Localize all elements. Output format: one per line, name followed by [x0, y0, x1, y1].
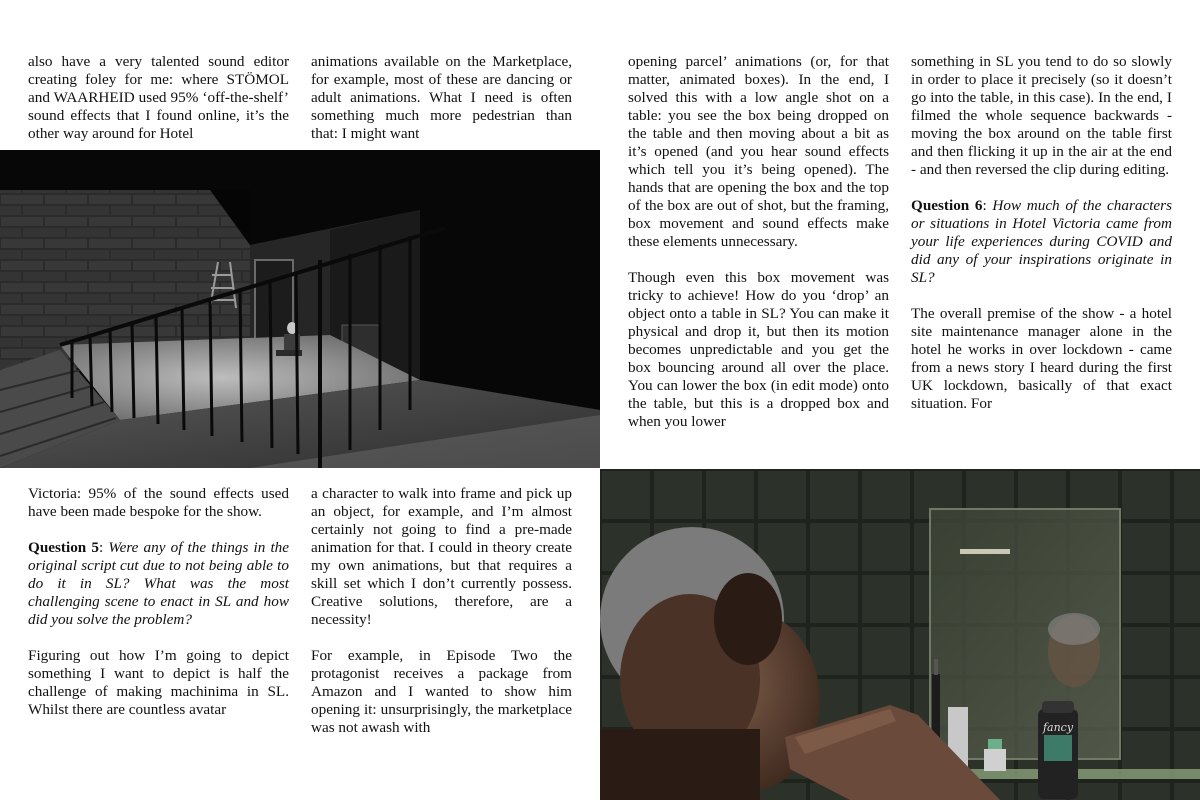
text-column-4: [911, 53, 1172, 413]
text-column-5: [28, 485, 289, 719]
stairwell-image: [0, 150, 600, 468]
paragraph: Though even this box movement was tricky to achieve! How do you ‘drop’ an object onto a table in SL? You can make it physical and drop it, but then its motion becomes unpredictable and you get the box bouncing around all over the place. You can lower the box (in edit mode) onto the table, but this is a dropped box and when you lower: [628, 269, 889, 430]
bathroom-mirror-image: [600, 469, 1200, 800]
question-separator: :: [982, 197, 993, 214]
paragraph: Figuring out how I’m going to depict something I want to depict is half the challenge of making machinima in SL. Whilst there are countless avatar: [28, 647, 289, 718]
paragraph: Victoria: 95% of the sound effects used have been made bespoke for the show.: [28, 485, 289, 520]
question-text: How much of the characters or situations in Hotel Victoria came from your life experiences during COVID and did any of your inspirations originate in SL?: [911, 197, 1172, 286]
question-label: Question 5: [28, 539, 99, 556]
paragraph: something in SL you tend to do so slowly in order to place it precisely (so it doesn’t go into the table, in this case). In the end, I filmed the whole sequence backwards - moving the box around on the table first and then flicking it up in the air at the end - and then reversed the clip during editing.: [911, 53, 1172, 178]
question-text: Were any of the things in the original script cut due to not being able to do it in SL? What was the most challenging scene to enact in SL and how did you solve the problem?: [28, 539, 289, 628]
paragraph: opening parcel’ animations (or, for that matter, animated boxes). In the end, I solved this with a low angle shot on a table: you see the box being dropped on the table and then moving about a bit as it’s opened (and you hear sound effects which tell you it’s being opened). The hands that are opening the box and the top of the box are out of shot, but the framing, box movement and sound effects make these elements unnecessary.: [628, 53, 889, 250]
question-6: [911, 197, 1172, 287]
deodorant-label: fancy: [1042, 721, 1074, 734]
paragraph: a character to walk into frame and pick up an object, for example, and I’m almost certainly not going to find a pre-made animation for that. I could in theory create my own animations, but that requires a skill set which I don’t currently possess. Creative solutions, therefore, are a necessity!: [311, 485, 572, 628]
paragraph: For example, in Episode Two the protagonist receives a package from Amazon and I wanted to show him opening it: unsurprisingly, the marketplace was not awash with: [311, 647, 572, 736]
text-column-3: [628, 53, 889, 431]
paragraph: also have a very talented sound editor creating foley for me: where STÖMOL and WAARHEID used 95% ‘off-the-shelf’ sound effects that I found online, it’s the other way around for Hotel: [28, 53, 289, 142]
text-column-2: [311, 53, 572, 143]
question-5: [28, 539, 289, 629]
text-column-1: [28, 53, 289, 143]
text-column-6: [311, 485, 572, 737]
paragraph: The overall premise of the show - a hotel site maintenance manager alone in the hotel he works in over lockdown - came from a news story I heard during the first UK lockdown, basically of that exact situation. For: [911, 305, 1172, 412]
question-label: Question 6: [911, 197, 983, 214]
paragraph: animations available on the Marketplace, for example, most of these are dancing or adult animations. What I need is often something much more pedestrian than that: I might want: [311, 53, 572, 142]
question-separator: :: [98, 539, 109, 556]
